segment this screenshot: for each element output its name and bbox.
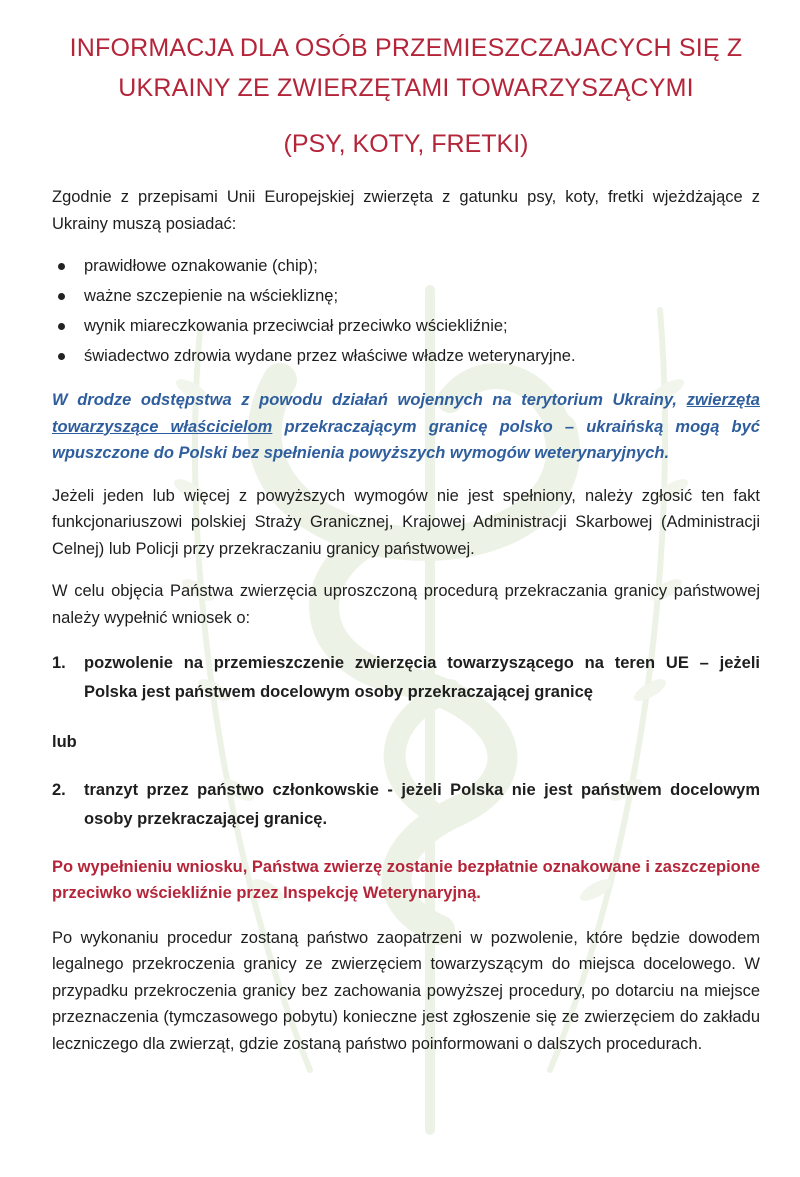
title-line-1: INFORMACJA DLA OSÓB PRZEMIESZCZAJACYCH SIĘ Z bbox=[69, 34, 743, 62]
procedure-intro-paragraph: W celu objęcia Państwa zwierzęcia uproszczoną procedurą przekraczania granicy państwowej należy wypełnić wniosek o: bbox=[52, 582, 760, 627]
closing-paragraph: Po wykonaniu procedur zostaną państwo zaopatrzeni w pozwolenie, które będzie dowodem legalnego przekroczenia granicy ze zwierzęciem towarzyszącym do miejsca docelowego. W przypadku przekroczenia granicy bez zachowania powyższej procedury, po dotarciu na miejsce przeznaczenia (tymczasowego pobytu) konieczne jest zgłoszenie się ze zwierzęciem do zakładu leczniczego dla zwierząt, gdzie zostaną państwo poinformowani o dalszych procedurach. bbox=[52, 928, 760, 1053]
exemption-underlined-text: zwierzęta towarzyszące właścicielom bbox=[52, 391, 760, 436]
exemption-paragraph bbox=[52, 387, 760, 467]
intro-paragraph: Zgodnie z przepisami Unii Europejskiej zwierzęta z gatunku psy, koty, fretki wjeżdżające z Ukrainy muszą posiadać: bbox=[52, 188, 760, 233]
document-title bbox=[52, 28, 760, 108]
form-item bbox=[52, 776, 760, 834]
or-label: lub bbox=[52, 733, 77, 751]
requirement-item: prawidłowe oznakowanie (chip); bbox=[56, 251, 760, 281]
form-item-text: pozwolenie na przemieszczenie zwierzęcia towarzyszącego na teren UE – jeżeli Polska jest państwem docelowym osoby przekraczającej granicę bbox=[84, 654, 760, 701]
requirement-item: ważne szczepienie na wściekliznę; bbox=[56, 281, 760, 311]
application-forms-list bbox=[52, 649, 760, 707]
title-line-2: UKRAINY ZE ZWIERZĘTAMI TOWARZYSZĄCYMI bbox=[118, 74, 694, 102]
requirements-list bbox=[52, 251, 760, 371]
free-service-notice: Po wypełnieniu wniosku, Państwa zwierzę zostanie bezpłatnie oznakowane i zaszczepione przeciwko wściekliźnie przez Inspekcję Weterynaryjną. bbox=[52, 857, 760, 902]
exemption-text-start: W drodze odstępstwa z powodu działań wojennych na terytorium Ukrainy, bbox=[52, 391, 687, 409]
form-item-text: tranzyt przez państwo członkowskie - jeżeli Polska nie jest państwem docelowym osoby przekraczającej granicę. bbox=[84, 780, 760, 828]
requirement-item: świadectwo zdrowia wydane przez właściwe władze weterynaryjne. bbox=[56, 341, 760, 371]
requirement-item: wynik miareczkowania przeciwciał przeciwko wściekliźnie; bbox=[56, 311, 760, 341]
document-subtitle: (PSY, KOTY, FRETKI) bbox=[283, 130, 529, 158]
form-item-number: 1. bbox=[52, 654, 66, 672]
report-paragraph: Jeżeli jeden lub więcej z powyższych wymogów nie jest spełniony, należy zgłosić ten fakt funkcjonariuszowi polskiej Straży Granicznej, Krajowej Administracji Skarbowej (Administracji Celnej) lub Policji przy przekraczaniu granicy państwowej. bbox=[52, 486, 760, 558]
exemption-text-end: przekraczającym granicę polsko – ukraińską mogą być wpuszczone do Polski bez spełnienia powyższych wymogów weterynaryjnych. bbox=[52, 417, 760, 462]
form-item-number: 2. bbox=[52, 780, 66, 799]
form-item bbox=[52, 649, 760, 707]
application-forms-list-2 bbox=[52, 776, 760, 834]
